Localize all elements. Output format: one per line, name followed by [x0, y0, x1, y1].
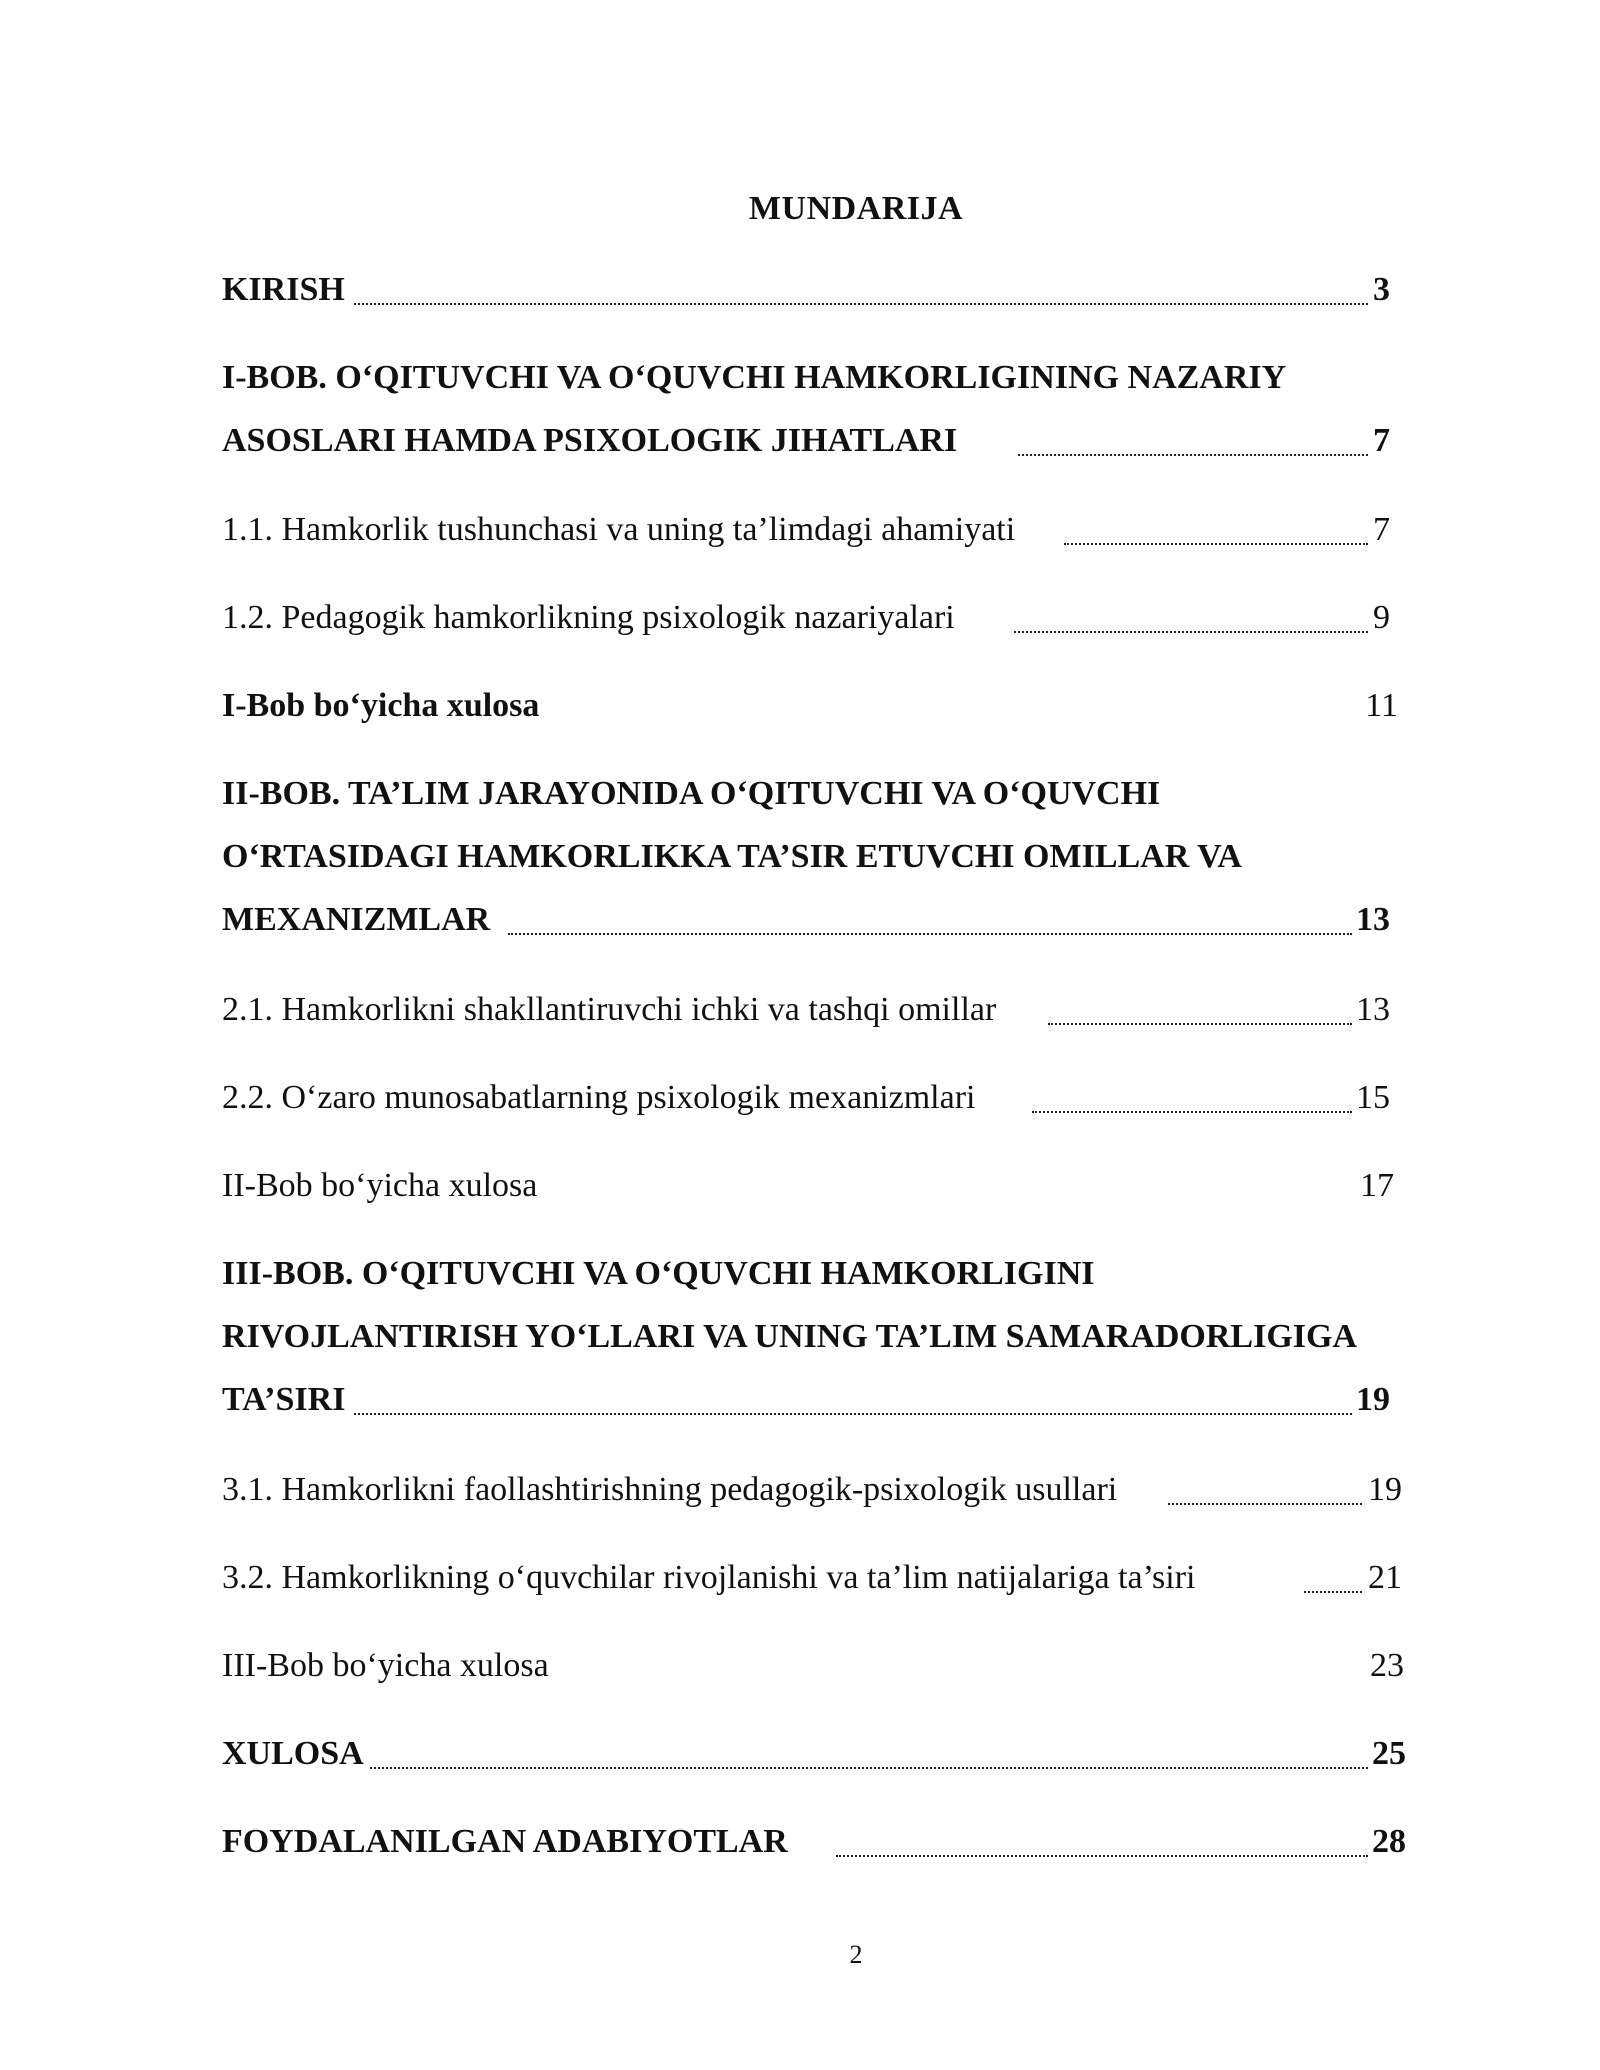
toc-entry-section-3-2[interactable]	[222, 1546, 1402, 1609]
toc-entry-label-line-1: II-BOB. TA’LIM JARAYONIDA O‘QITUVCHI VA O‘QUVCHI	[222, 775, 1161, 812]
dot-leader	[1048, 1023, 1352, 1025]
toc-entry-section-2-1[interactable]	[222, 978, 1390, 1041]
toc-entry-label-line-2: O‘RTASIDAGI HAMKORLIKKA TA’SIR ETUVCHI OMILLAR VA	[222, 838, 1242, 875]
dot-leader	[1018, 454, 1368, 456]
toc-page-number: 13	[1356, 991, 1390, 1028]
toc-page-number: 25	[1372, 1735, 1406, 1772]
toc-entry-label: 1.1. Hamkorlik tushunchasi va uning ta’limdagi ahamiyati	[222, 511, 1016, 548]
dot-leader	[370, 1767, 1368, 1769]
toc-entry-label-line-2: ASOSLARI HAMDA PSIXOLOGIK JIHATLARI	[222, 422, 958, 459]
dot-leader	[354, 1413, 1352, 1415]
toc-entry-label: III-Bob bo‘yicha xulosa	[222, 1647, 549, 1684]
toc-entry-chapter-1[interactable]	[222, 346, 1390, 472]
toc-entry-label: I-Bob bo‘yicha xulosa	[222, 687, 540, 724]
toc-entry-label-line-1: III-BOB. O‘QITUVCHI VA O‘QUVCHI HAMKORLIGINI	[222, 1255, 1095, 1292]
toc-entry-xulosa[interactable]	[222, 1722, 1406, 1785]
toc-page-number: 9	[1373, 599, 1390, 636]
toc-page-number: 15	[1356, 1079, 1390, 1116]
toc-page-number: 7	[1373, 422, 1390, 459]
page-title: MUNDARIJA	[748, 190, 964, 227]
toc-entry-label-line-3: TA’SIRI	[222, 1381, 346, 1418]
toc-page-number: 19	[1356, 1381, 1390, 1418]
toc-entry-section-2-2[interactable]	[222, 1066, 1390, 1129]
toc-entry-conclusion-3[interactable]	[222, 1634, 1404, 1697]
toc-page-number: 3	[1373, 271, 1390, 308]
toc-entry-label: 1.2. Pedagogik hamkorlikning psixologik nazariyalari	[222, 599, 955, 636]
toc-entry-label-line-1: I-BOB. O‘QITUVCHI VA O‘QUVCHI HAMKORLIGINING NAZARIY	[222, 359, 1287, 396]
toc-page-number: 28	[1372, 1823, 1406, 1860]
toc-entry-conclusion-2[interactable]	[222, 1154, 1394, 1217]
toc-page-number: 23	[1370, 1647, 1404, 1684]
dot-leader	[1304, 1591, 1362, 1593]
toc-entry-label: KIRISH	[222, 271, 345, 308]
toc-entry-chapter-3[interactable]	[222, 1242, 1390, 1431]
toc-entry-section-1-1[interactable]	[222, 498, 1390, 561]
toc-entry-conclusion-1[interactable]	[222, 674, 1398, 737]
toc-entry-section-1-2[interactable]	[222, 586, 1390, 649]
toc-entry-label: 3.2. Hamkorlikning o‘quvchilar rivojlanishi va ta’lim natijalariga ta’siri	[222, 1559, 1196, 1596]
toc-page-number: 21	[1368, 1559, 1402, 1596]
toc-entry-chapter-2[interactable]	[222, 762, 1390, 951]
toc-page-number: 17	[1360, 1167, 1394, 1204]
toc-entry-label: 2.2. O‘zaro munosabatlarning psixologik mexanizmlari	[222, 1079, 976, 1116]
toc-entry-label: II-Bob bo‘yicha xulosa	[222, 1167, 538, 1204]
toc-entry-label: XULOSA	[222, 1735, 364, 1772]
dot-leader	[508, 933, 1352, 935]
toc-page-number: 11	[1365, 687, 1398, 724]
toc-entry-section-3-1[interactable]	[222, 1458, 1402, 1521]
toc-entry-kirish[interactable]	[222, 258, 1390, 321]
dot-leader	[1014, 631, 1368, 633]
dot-leader	[836, 1855, 1368, 1857]
dot-leader	[1168, 1503, 1362, 1505]
page-number: 2	[849, 1940, 863, 1969]
dot-leader	[354, 303, 1368, 305]
toc-page-number: 7	[1373, 511, 1390, 548]
toc-entry-label: 3.1. Hamkorlikni faollashtirishning pedagogik-psixologik usullari	[222, 1471, 1118, 1508]
toc-page-number: 13	[1356, 901, 1390, 938]
toc-entry-label: 2.1. Hamkorlikni shakllantiruvchi ichki va tashqi omillar	[222, 991, 997, 1028]
dot-leader	[1032, 1111, 1352, 1113]
toc-entry-references[interactable]	[222, 1810, 1406, 1873]
dot-leader	[1064, 543, 1368, 545]
toc-entry-label-line-3: MEXANIZMLAR	[222, 901, 491, 938]
toc-entry-label-line-2: RIVOJLANTIRISH YO‘LLARI VA UNING TA’LIM SAMARADORLIGIGA	[222, 1318, 1358, 1355]
toc-page-number: 19	[1368, 1471, 1402, 1508]
toc-entry-label: FOYDALANILGAN ADABIYOTLAR	[222, 1823, 788, 1860]
